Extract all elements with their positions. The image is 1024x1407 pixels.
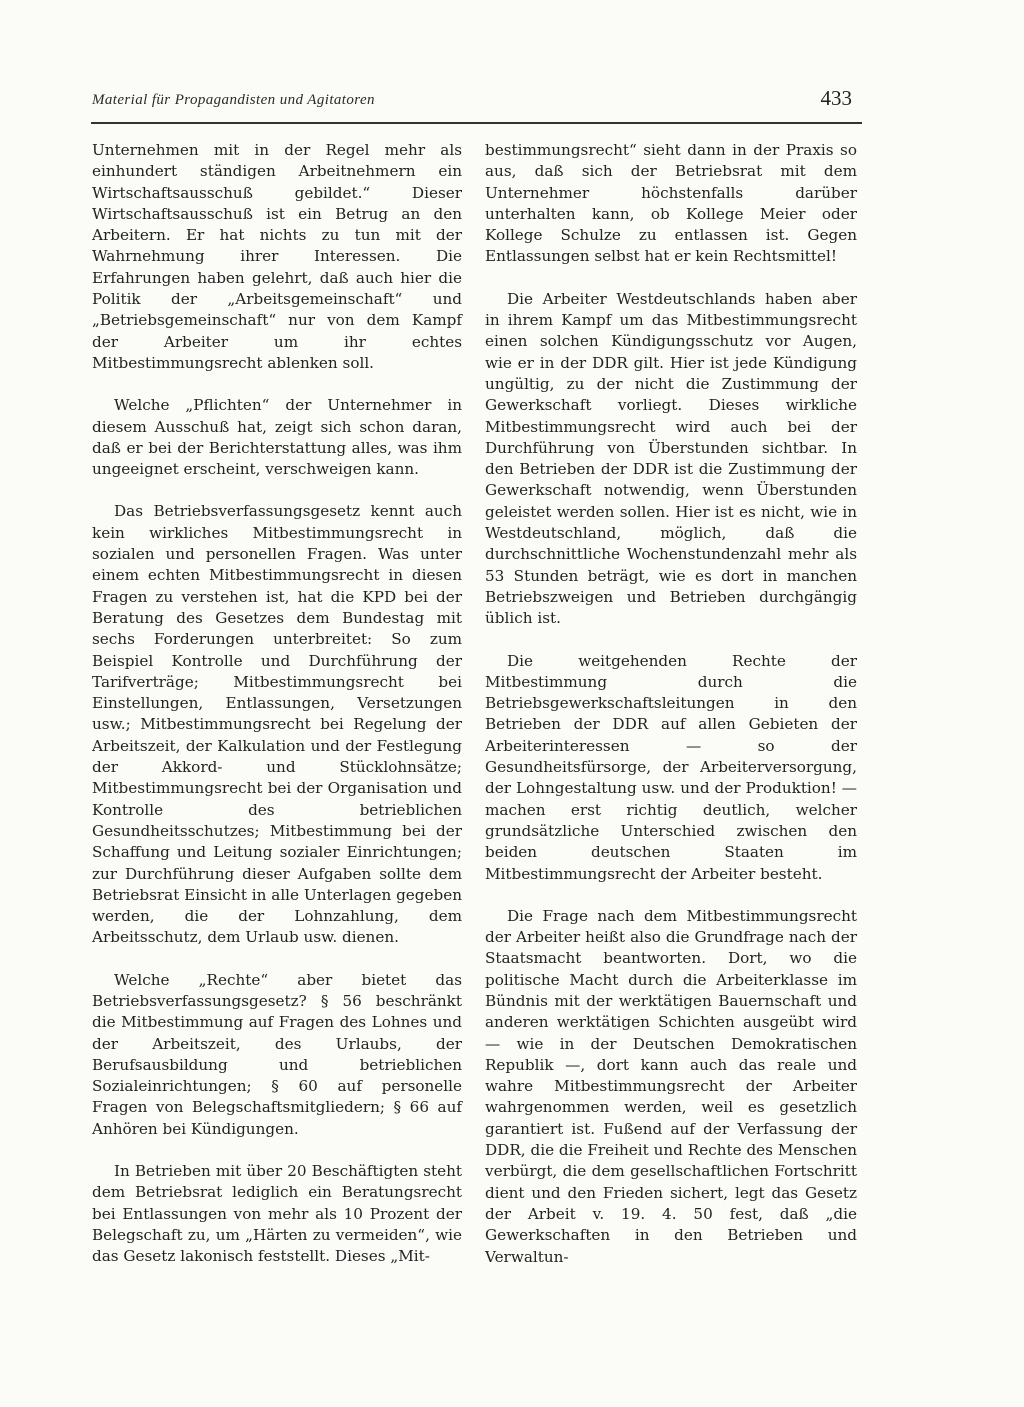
paragraph: Das Betriebsverfassungsgesetz kennt auch kein wirkliches Mitbestimmungsrecht in sozialen und personellen Fragen. Was unter einem echten Mitbestimmungsrecht in diesen Fragen zu verstehen ist, hat die KPD bei der Beratung des Gesetzes dem Bundestag mit sechs Forderungen unterbreitet: So zum Beispiel Kontrolle und Durchführung der Tarifverträge; Mitbestimmungsrecht bei Einstellungen, Entlassungen, Versetzungen usw.; Mitbestimmungsrecht bei Regelung der Arbeitszeit, der Kalkulation und der Festlegung der Akkord- und Stücklohnsätze; Mitbestimmungsrecht bei der Organisation und Kontrolle des betrieblichen Gesundheitsschutzes; Mitbestimmung bei der Schaffung und Leitung sozialer Einrichtungen; zur Durchführung dieser Aufgaben sollte dem Betriebsrat Einsicht in alle Unterlagen gegeben werden, die der Lohnzahlung, dem Arbeitsschutz, dem Urlaub usw. dienen. [92,502,462,947]
left-column [92,140,462,1289]
paragraph: Welche „Rechte“ aber bietet das Betriebsverfassungsgesetz? § 56 beschränkt die Mitbestimmung auf Fragen des Lohnes und der Arbeitszeit, des Urlaubs, der Berufsausbildung und betrieblichen Sozialeinrichtungen; § 60 auf personelle Fragen von Belegschaftsmitgliedern; § 66 auf Anhören bei Kündigungen. [92,970,462,1138]
paragraph: Welche „Pflichten“ der Unternehmer in diesem Ausschuß hat, zeigt sich schon daran, daß er bei der Berichterstattung alles, was ihm ungeeignet erscheint, verschweigen kann. [92,396,462,479]
paragraph: Unternehmen mit in der Regel mehr als einhundert ständigen Arbeitnehmern ein Wirtschaftsausschuß gebildet.“ Dieser Wirtschaftsausschuß ist ein Betrug an den Arbeitern. Er hat nichts zu tun mit der Wahrnehmung ihrer Interessen. Die Erfahrungen haben gelehrt, daß auch hier die Politik der „Arbeitsgemeinschaft“ und „Betriebsgemeinschaft“ nur von dem Kampf der Arbeiter um ihr echtes Mitbestimmungsrecht ablenken soll. [92,141,462,372]
page-number: 433 [820,86,852,110]
header-rule [91,122,862,124]
paragraph: Die Arbeiter Westdeutschlands haben aber in ihrem Kampf um das Mitbestimmungsrecht einen solchen Kündigungsschutz vor Augen, wie er in der DDR gilt. Hier ist jede Kündigung ungültig, zu der nicht die Zustimmung der Gewerkschaft vorliegt. Dieses wirkliche Mitbestimmungsrecht wird auch bei der Durchführung von Überstunden sichtbar. In den Betrieben der DDR ist die Zustimmung der Gewerkschaft notwendig, wenn Überstunden geleistet werden sollen. Hier ist es nicht, wie in Westdeutschland, möglich, daß die durchschnittliche Wochenstundenzahl mehr als 53 Stunden beträgt, wie es dort in manchen Betriebszweigen und Betrieben durchgängig üblich ist. [485,289,857,628]
paragraph: In Betrieben mit über 20 Beschäftigten steht dem Betriebsrat lediglich ein Beratungsrecht bei Entlassungen von mehr als 10 Prozent der Belegschaft zu, um „Härten zu vermeiden“, wie das Gesetz lakonisch feststellt. Dieses „Mit- [92,1162,462,1266]
paragraph: bestimmungsrecht“ sieht dann in der Praxis so aus, daß sich der Betriebsrat mit dem Unternehmer höchstenfalls darüber unterhalten kann, ob Kollege Meier oder Kollege Schulze zu entlassen ist. Gegen Entlassungen selbst hat er kein Rechtsmittel! [485,141,857,266]
paragraph: Die weitgehenden Rechte der Mitbestimmung durch die Betriebsgewerkschaftsleitungen in den Betrieben der DDR auf allen Gebieten der Arbeiterinteressen — so der Gesundheitsfürsorge, der Arbeiterversorgung, der Lohngestaltung usw. und der Produktion! — machen erst richtig deutlich, welcher grundsätzliche Unterschied zwischen den beiden deutschen Staaten im Mitbestimmungsrecht der Arbeiter besteht. [485,651,857,883]
paragraph: Die Frage nach dem Mitbestimmungsrecht der Arbeiter heißt also die Grundfrage nach der Staatsmacht beantworten. Dort, wo die politische Macht durch die Arbeiterklasse im Bündnis mit der werktätigen Bauernschaft und anderen werktätigen Schichten ausgeübt wird — wie in der Deutschen Demokratischen Republik —, dort kann auch das reale und wahre Mitbestimmungsrecht der Arbeiter wahrgenommen werden, weil es gesetzlich garantiert ist. Fußend auf der Verfassung der DDR, die die Freiheit und Rechte des Menschen verbürgt, die dem gesellschaftlichen Fortschritt dient und den Frieden sichert, legt das Gesetz der Arbeit v. 19. 4. 50 fest, daß „die Gewerkschaften in den Betrieben und Verwaltun- [485,906,857,1266]
right-column [485,140,857,1289]
running-header: Material für Propagandisten und Agitatoren [92,92,375,108]
